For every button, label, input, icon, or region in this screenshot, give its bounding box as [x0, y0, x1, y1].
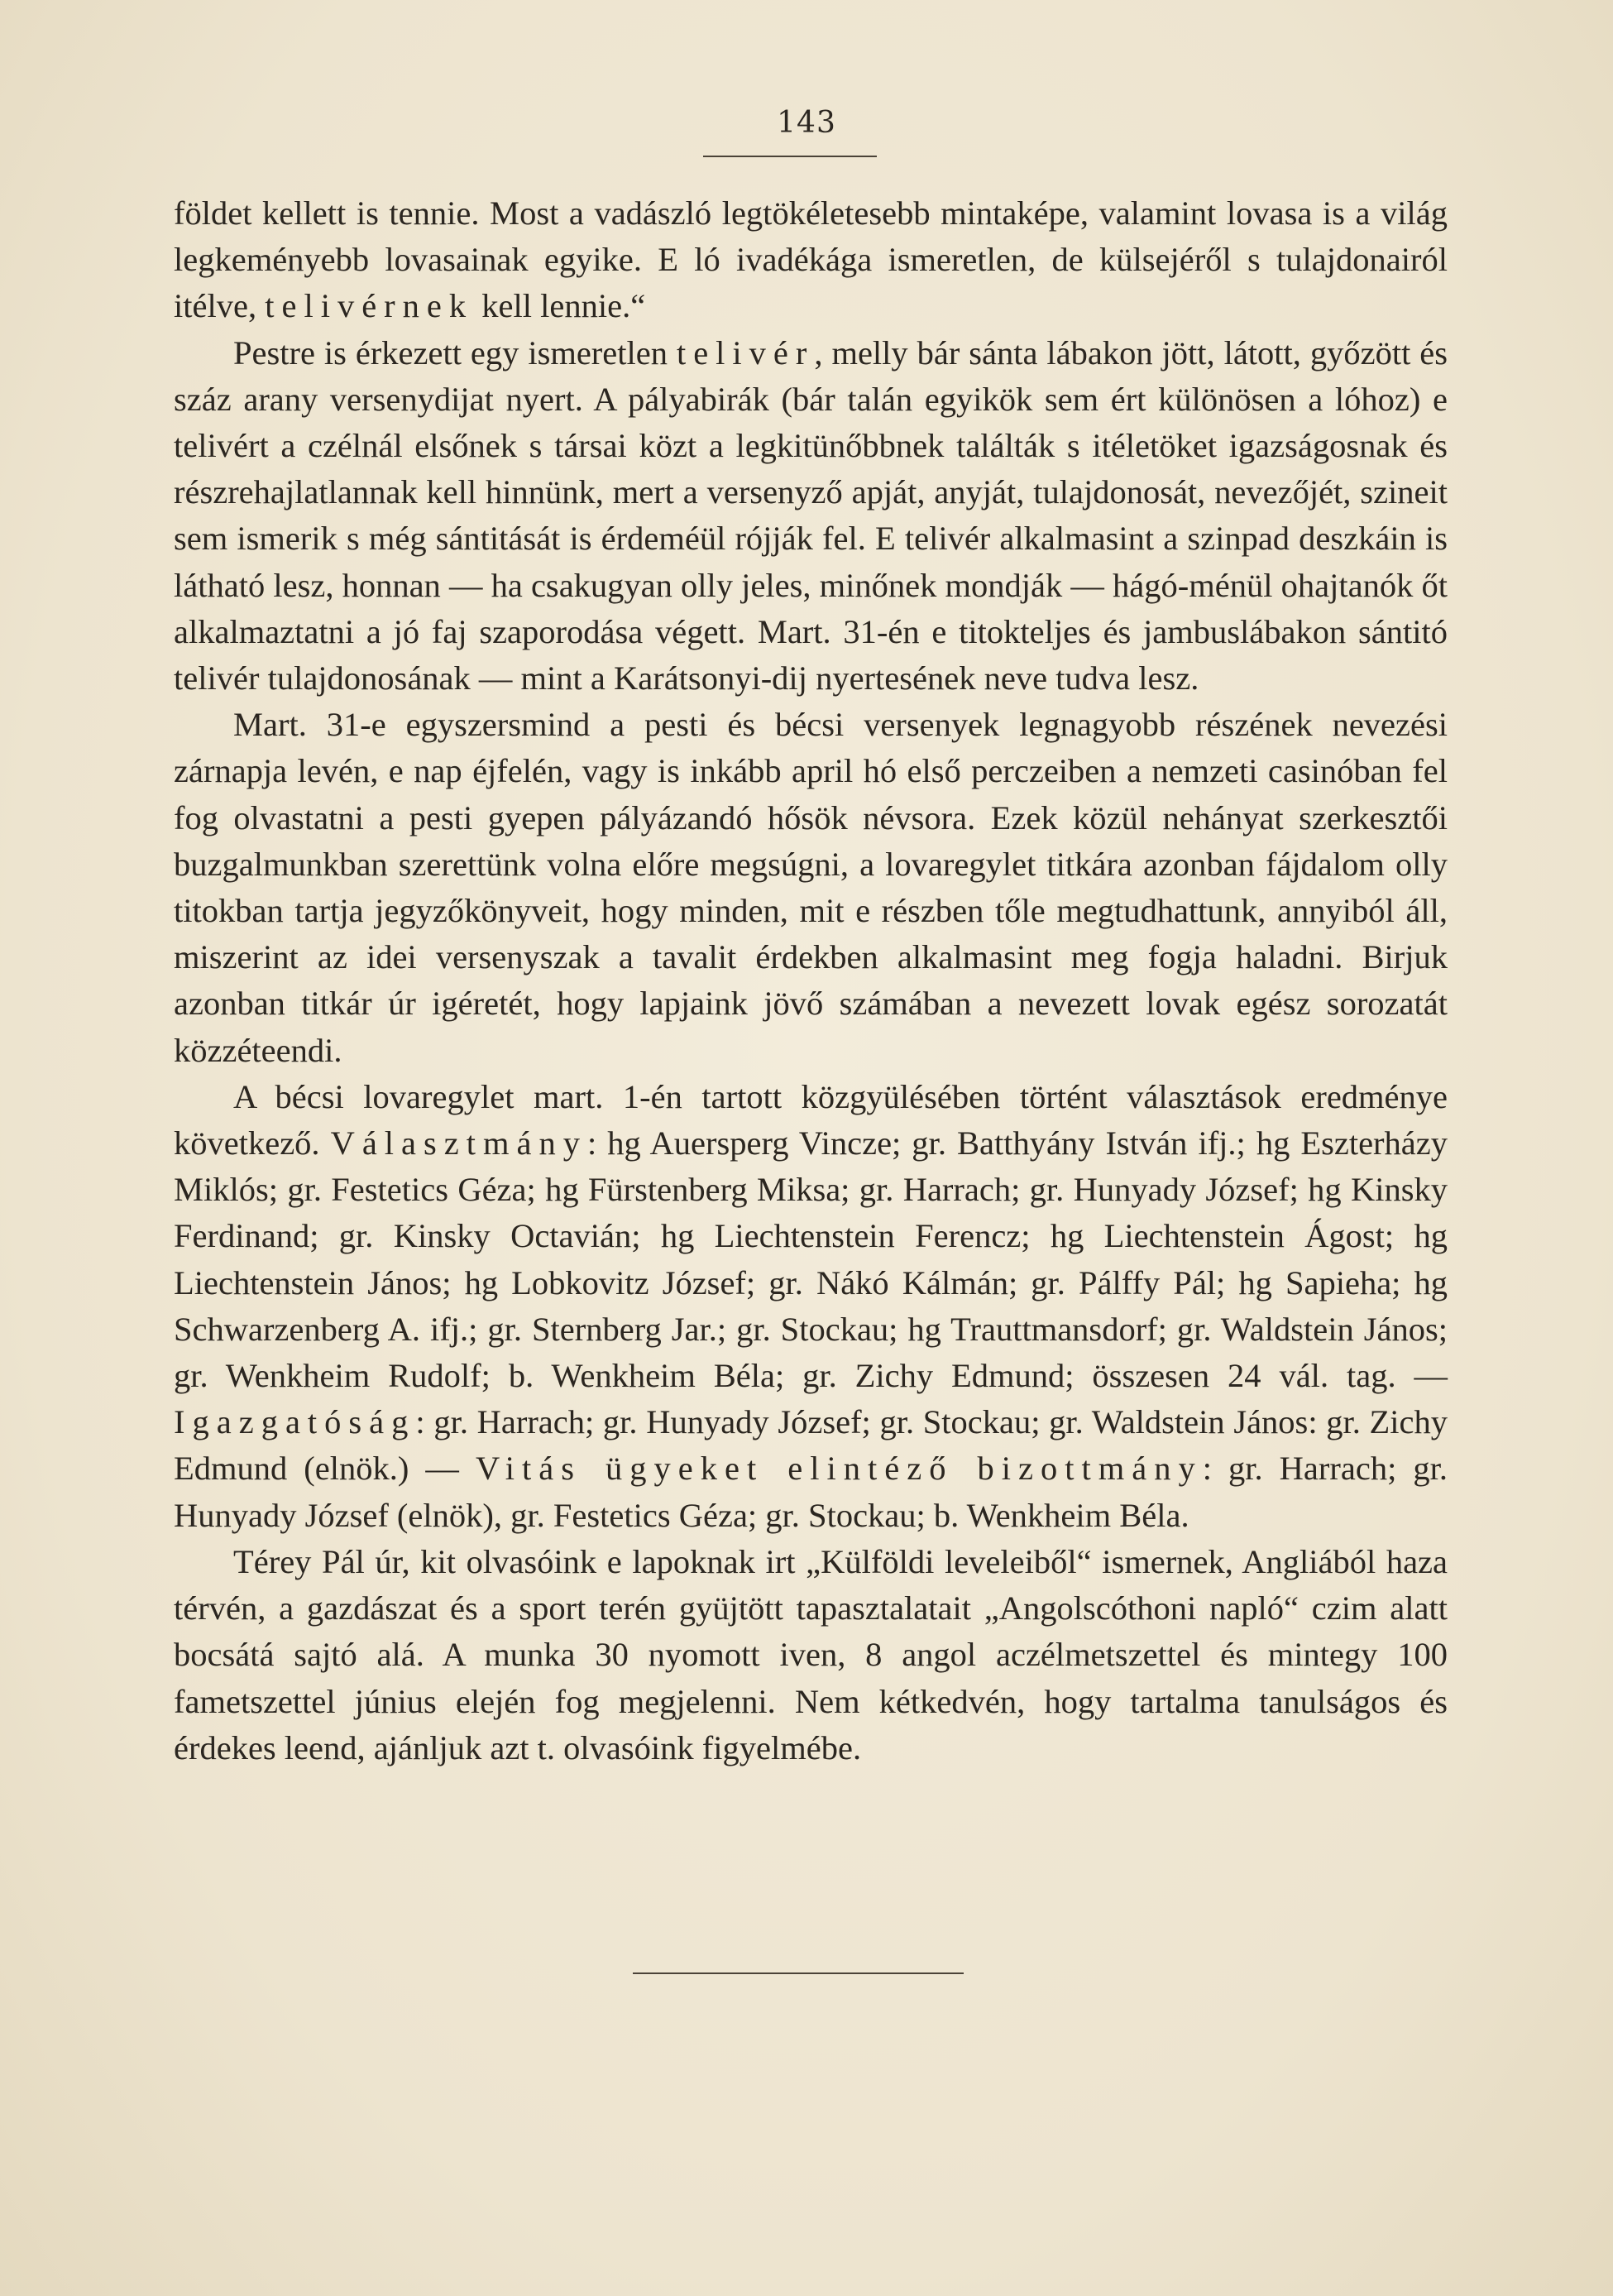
paragraph-p3: [174, 702, 1448, 1074]
header-rule: [703, 156, 877, 157]
spaced-emphasis-text: Választmány: [330, 1124, 587, 1162]
paragraph-text: : gr. Harrach; gr. Hunyady József (elnök), gr. Festetics Géza; gr. Stockau; b. Wenkheim Béla.: [174, 1450, 1448, 1534]
paragraph-text: : gr. Harrach; gr. Hunyady József; gr. Stockau; gr. Waldstein János: gr. Zichy Edmund (elnök.) —: [174, 1403, 1448, 1488]
end-rule: [633, 1972, 964, 1974]
paragraph-p4: [174, 1074, 1448, 1539]
paragraph-text: : hg Auersperg Vincze; gr. Batthyány István ifj.; hg Eszterházy Miklós; gr. Festetics Géza; hg Fürstenberg Miksa; gr. Harrach; gr. Hunyady József; hg Kinsky Ferdinand; gr. Kinsky Octavián; hg Liechtenstein Ferencz; hg Liechtenstein Ágost; hg Liechtenstein János; hg Lobkovitz József; gr. Nákó Kálmán; gr. Pálffy Pál; hg Sapieha; hg Schwarzenberg A. ifj.; gr. Sternberg Jar.; gr. Stockau; hg Trauttmansdorf; gr. Waldstein János; gr. Wenkheim Rudolf; b. Wenkheim Béla; gr. Zichy Edmund; összesen 24 vál. tag. —: [174, 1124, 1448, 1395]
paragraph-p2: [174, 330, 1448, 702]
spaced-emphasis-text: Igazgatóság: [174, 1403, 416, 1441]
paragraph-p1: [174, 190, 1448, 330]
paragraph-text: , melly bár sánta lábakon jött, látott, győzött és száz arany versenydijat nyert. A pályabirák (bár talán egyikök sem ért különösen a lóhoz) e telivért a czélnál elsőnek s társai közt a legkitünőbbnek találták s itéletöket igazságosnak és részrehajlatlannak kell hinnünk, mert a versenyző apját, anyját, tulajdonosát, nevezőjét, szineit sem ismerik s még sántitását is érdeméül rójják fel. E telivér alkalmasint a szinpad deszkáin is látható lesz, honnan — ha csakugyan olly jeles, minőnek mondják — hágó-ménül ohajtanók őt alkalmaztatni a jó faj szaporodása végett. Mart. 31-én e titokteljes és jambuslábakon sántitó telivér tulajdonosának — mint a Karátsonyi-dij nyertesének neve tudva lesz.: [174, 333, 1448, 697]
spaced-emphasis-text: telivérnek: [265, 287, 474, 325]
page-number: 143: [777, 106, 836, 140]
spaced-emphasis-text: Vitás ügyeket elintéző bizottmány: [475, 1450, 1203, 1488]
paragraph-p5: [174, 1539, 1448, 1771]
paragraph-text: Térey Pál úr, kit olvasóink e lapoknak irt „Külföldi leveleiből“ ismernek, Angliából haza térvén, a gazdászat és a sport terén gyüjtött tapasztalatait „Angolscóthoni napló“ czim alatt bocsátá sajtó alá. A munka 30 nyomott iven, 8 angol aczélmetszettel és mintegy 100 fametszettel június elején fog megjelenni. Nem kétkedvén, hogy tartalma tanulságos és érdekes leend, ajánljuk azt t. olvasóink figyelmébe.: [174, 1542, 1448, 1766]
paragraph-text: földet kellett is tennie. Most a vadászló legtökéletesebb mintaképe, valamint lovasa is a világ legkeményebb lovasainak egyike. E ló ivadékága ismeretlen, de külsejéről s tulajdonairól itélve,: [174, 194, 1448, 325]
paragraph-text: Pestre is érkezett egy ismeretlen: [233, 333, 677, 371]
paragraph-text: Mart. 31-e egyszersmind a pesti és bécsi versenyek legnagyobb részének nevezési zárnapja levén, e nap éjfelén, vagy is inkább april hó első perczeiben a nemzeti casinóban fel fog olvastatni a pesti gyepen pályázandó hősök névsora. Ezek közül nehányat szerkesztői buzgalmunkban szerettünk volna előre megsúgni, a lovaregylet titkára azonban fájdalom olly titokban tartja jegyzőkönyveit, hogy minden, mit e részben tőle megtudhattunk, annyiból áll, miszerint az idei versenyszak a tavalit érdekben alkalmasint meg fogja haladni. Birjuk azonban titkár úr igéretét, hogy lapjaink jövő számában a nevezett lovak egész sorozatát közzéteendi.: [174, 706, 1448, 1069]
paragraph-text: A bécsi lovaregylet mart. 1-én tartott közgyülésében történt választások eredménye következő.: [174, 1077, 1448, 1162]
spaced-emphasis-text: telivér: [676, 333, 815, 371]
article-body: [174, 190, 1448, 1771]
paragraph-text: kell lennie.“: [473, 287, 646, 325]
